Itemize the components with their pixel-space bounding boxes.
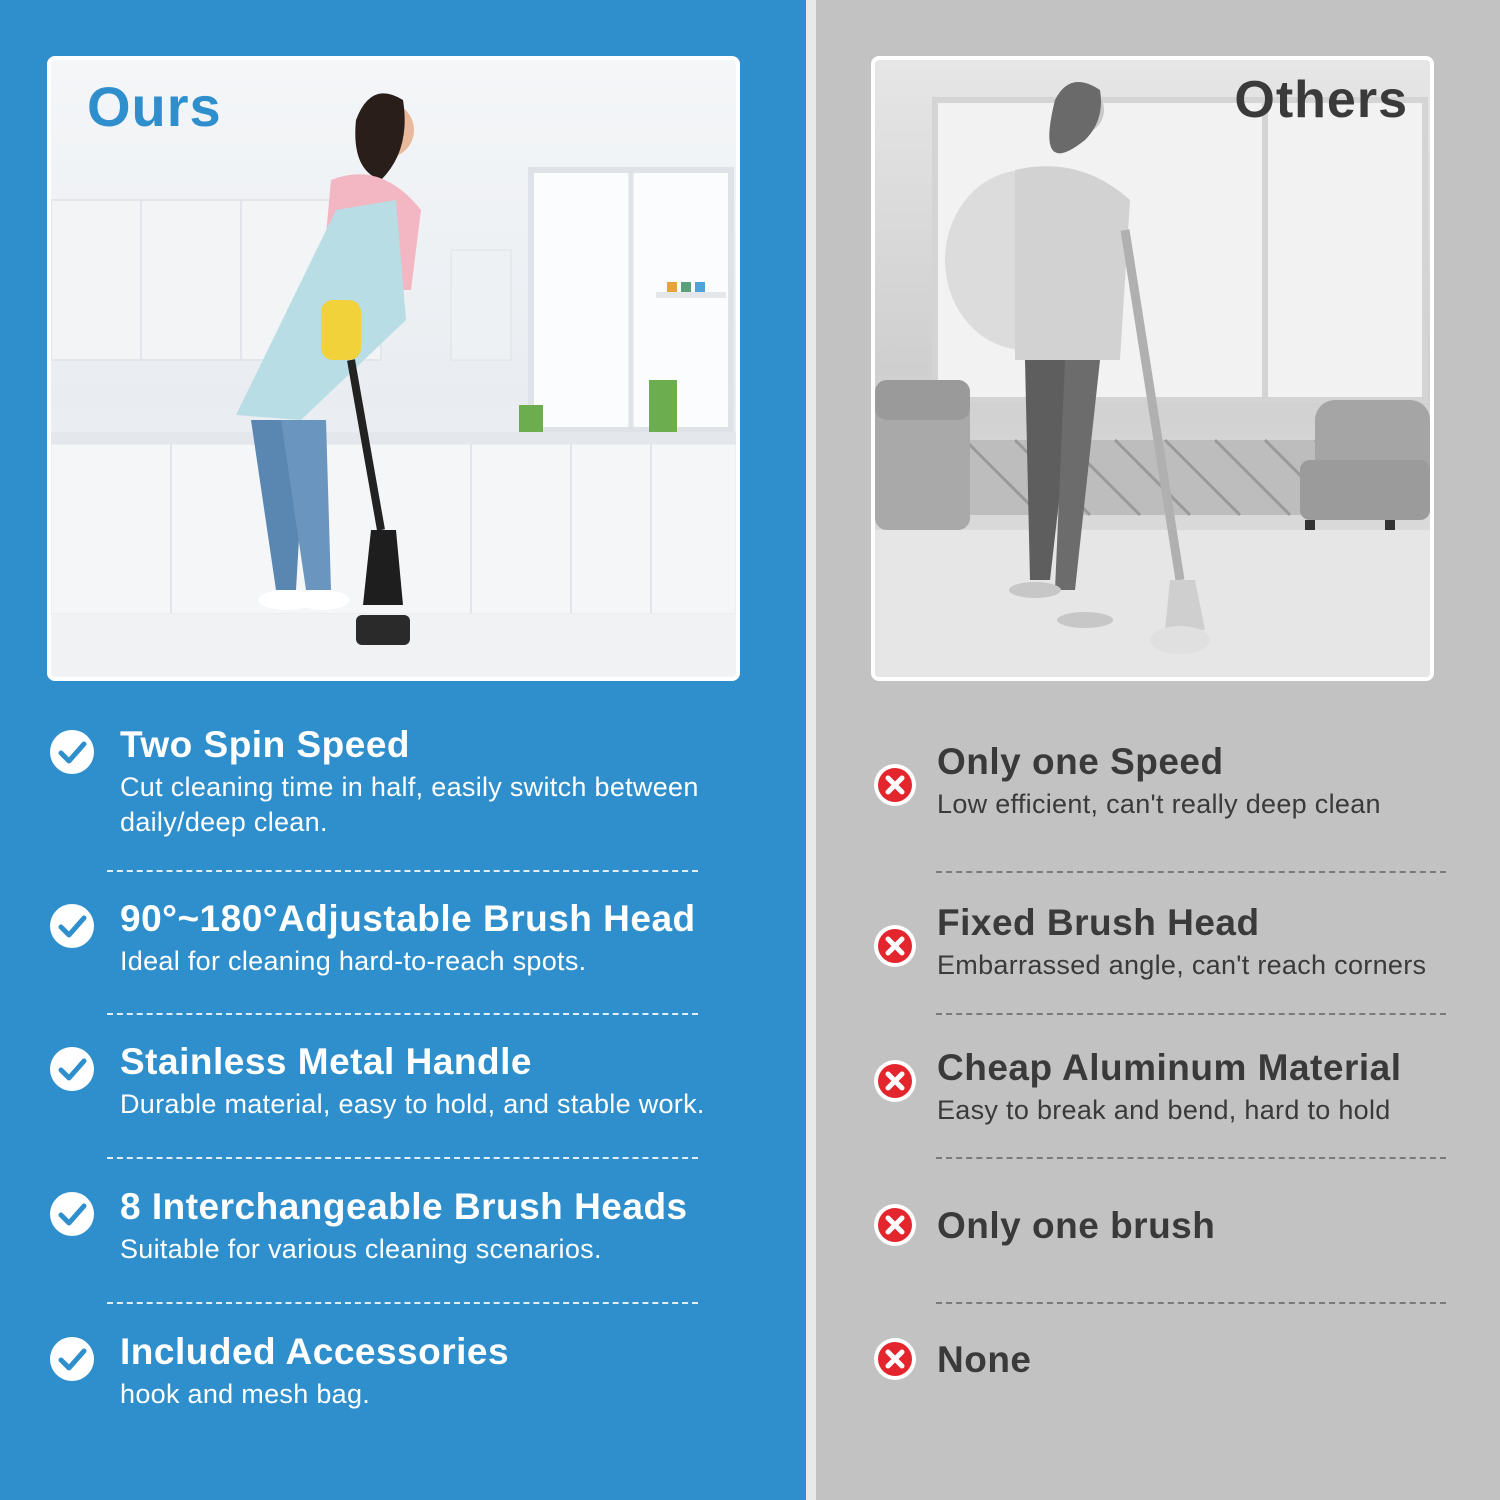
ours-label: Ours [87, 75, 222, 138]
check-circle-icon [48, 728, 96, 776]
feature-title: Included Accessories [120, 1331, 510, 1372]
x-circle-icon [871, 1201, 919, 1249]
feature-divider [107, 1013, 698, 1015]
feature-title: 90°~180°Adjustable Brush Head [120, 898, 696, 939]
feature-divider [107, 870, 698, 872]
feature-desc: Easy to break and bend, hard to hold [937, 1095, 1391, 1125]
feature-desc: Ideal for cleaning hard-to-reach spots. [120, 946, 587, 976]
others-panel [816, 0, 1500, 1500]
feature-desc: Suitable for various cleaning scenarios. [120, 1234, 602, 1264]
feature-divider [936, 871, 1446, 873]
woman-cleaning-living-room-illustration [875, 60, 1430, 677]
feature-divider [936, 1157, 1446, 1159]
feature-divider [936, 1013, 1446, 1015]
feature-title: Two Spin Speed [120, 724, 410, 765]
feature-desc: Cut cleaning time in half, easily switch between daily/deep clean. [120, 772, 699, 837]
feature-title: Only one brush [937, 1205, 1216, 1246]
x-circle-icon [871, 1335, 919, 1383]
feature-title: Fixed Brush Head [937, 902, 1260, 943]
check-circle-icon [48, 1045, 96, 1093]
check-circle-icon [48, 902, 96, 950]
check-circle-icon [48, 1335, 96, 1383]
others-label: Others [1234, 71, 1408, 129]
feature-divider [107, 1157, 698, 1159]
feature-divider [936, 1302, 1446, 1304]
feature-title: 8 Interchangeable Brush Heads [120, 1186, 688, 1227]
woman-cleaning-kitchen-illustration [51, 60, 736, 677]
feature-desc: Low efficient, can't really deep clean [937, 789, 1381, 819]
feature-divider [107, 1302, 698, 1304]
feature-desc: Durable material, easy to hold, and stable work. [120, 1089, 705, 1119]
feature-title: None [937, 1339, 1032, 1380]
ours-photo [47, 56, 740, 681]
feature-title: Cheap Aluminum Material [937, 1047, 1402, 1088]
others-photo [871, 56, 1434, 681]
check-circle-icon [48, 1190, 96, 1238]
feature-desc: Embarrassed angle, can't reach corners [937, 950, 1427, 980]
feature-title: Stainless Metal Handle [120, 1041, 532, 1082]
x-circle-icon [871, 922, 919, 970]
x-circle-icon [871, 1057, 919, 1105]
feature-desc: hook and mesh bag. [120, 1379, 371, 1409]
feature-title: Only one Speed [937, 741, 1224, 782]
x-circle-icon [871, 761, 919, 809]
panel-divider [806, 0, 816, 1500]
